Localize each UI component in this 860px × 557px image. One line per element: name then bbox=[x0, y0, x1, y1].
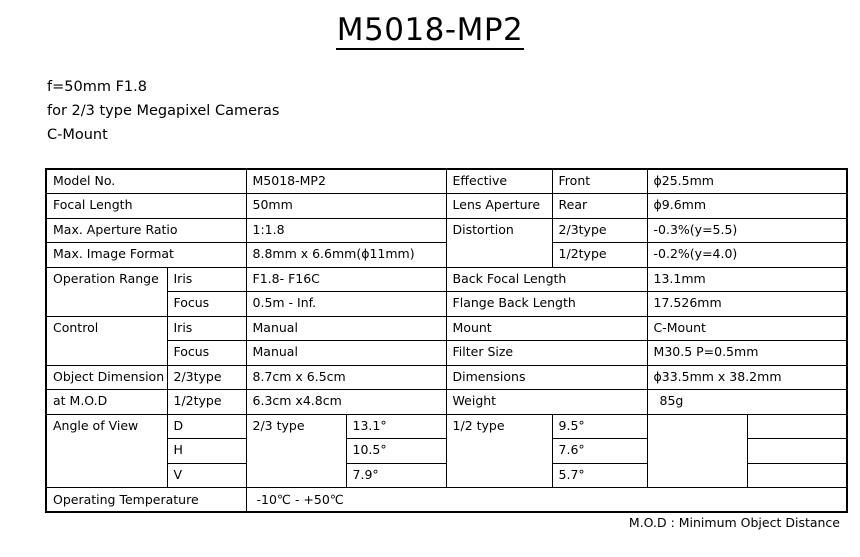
back-focal-value: 13.1mm bbox=[647, 267, 847, 292]
iris-label: Iris bbox=[167, 267, 246, 292]
table-row bbox=[46, 316, 847, 341]
empty-cell bbox=[747, 463, 847, 488]
max-image-label: Max. Image Format bbox=[46, 243, 246, 268]
spec-table bbox=[45, 168, 848, 513]
distortion-23-value: -0.3%(y=5.5) bbox=[647, 218, 847, 243]
empty-cell bbox=[747, 439, 847, 464]
weight-label: Weight bbox=[446, 390, 647, 415]
operating-temperature-label: Operating Temperature bbox=[46, 488, 246, 513]
flange-back-label: Flange Back Length bbox=[446, 292, 647, 317]
dimensions-value: ϕ33.5mm x 38.2mm bbox=[647, 365, 847, 390]
rear-value: ϕ9.6mm bbox=[647, 194, 847, 219]
footnote-mod: M.O.D : Minimum Object Distance bbox=[628, 515, 840, 530]
model-no-value: M5018-MP2 bbox=[246, 169, 446, 194]
control-iris-value: Manual bbox=[246, 316, 446, 341]
table-row bbox=[46, 390, 847, 415]
spec-line-camera-type: for 2/3 type Megapixel Cameras bbox=[47, 103, 280, 119]
focus-label: Focus bbox=[167, 292, 246, 317]
table-row bbox=[46, 414, 847, 439]
aov-23-d: 13.1° bbox=[346, 414, 446, 439]
front-label: Front bbox=[552, 169, 647, 194]
distortion-label: Distortion bbox=[446, 218, 552, 267]
spec-line-mount: C-Mount bbox=[47, 127, 108, 143]
angle-of-view-label: Angle of View bbox=[46, 414, 167, 488]
focus-value: 0.5m - Inf. bbox=[246, 292, 446, 317]
document-title bbox=[0, 12, 860, 50]
table-row bbox=[46, 365, 847, 390]
control-focus-value: Manual bbox=[246, 341, 446, 366]
spec-line-focal: f=50mm F1.8 bbox=[47, 79, 147, 95]
focal-length-label: Focal Length bbox=[46, 194, 246, 219]
object-dimension-label: Object Dimension bbox=[46, 365, 167, 390]
effective-label: Effective bbox=[446, 169, 552, 194]
object-mod-label: at M.O.D bbox=[46, 390, 167, 415]
distortion-12-value: -0.2%(y=4.0) bbox=[647, 243, 847, 268]
object-23-label: 2/3type bbox=[167, 365, 246, 390]
distortion-12-label: 1/2type bbox=[552, 243, 647, 268]
object-12-value: 6.3cm x4.8cm bbox=[246, 390, 446, 415]
control-iris-label: Iris bbox=[167, 316, 246, 341]
table-row bbox=[46, 218, 847, 243]
aov-v-label: V bbox=[167, 463, 246, 488]
aov-23-label: 2/3 type bbox=[246, 414, 346, 488]
table-row bbox=[46, 341, 847, 366]
dimensions-label: Dimensions bbox=[446, 365, 647, 390]
operation-range-label: Operation Range bbox=[46, 267, 167, 316]
table-row bbox=[46, 267, 847, 292]
back-focal-label: Back Focal Length bbox=[446, 267, 647, 292]
filter-size-label: Filter Size bbox=[446, 341, 647, 366]
empty-cell bbox=[747, 414, 847, 439]
aov-12-h: 7.6° bbox=[552, 439, 647, 464]
title-text: M5018-MP2 bbox=[336, 12, 524, 48]
operating-temperature-value: -10℃ - +50℃ bbox=[246, 488, 847, 513]
aov-12-v: 5.7° bbox=[552, 463, 647, 488]
max-aperture-value: 1:1.8 bbox=[246, 218, 446, 243]
iris-value: F1.8- F16C bbox=[246, 267, 446, 292]
rear-label: Rear bbox=[552, 194, 647, 219]
max-image-value: 8.8mm x 6.6mm(ϕ11mm) bbox=[246, 243, 446, 268]
mount-label: Mount bbox=[446, 316, 647, 341]
table-row bbox=[46, 169, 847, 194]
aov-12-d: 9.5° bbox=[552, 414, 647, 439]
control-label: Control bbox=[46, 316, 167, 365]
lens-aperture-label: Lens Aperture bbox=[446, 194, 552, 219]
mount-value: C-Mount bbox=[647, 316, 847, 341]
flange-back-value: 17.526mm bbox=[647, 292, 847, 317]
aov-23-h: 10.5° bbox=[346, 439, 446, 464]
object-23-value: 8.7cm x 6.5cm bbox=[246, 365, 446, 390]
aov-h-label: H bbox=[167, 439, 246, 464]
empty-cell bbox=[647, 414, 747, 488]
object-12-label: 1/2type bbox=[167, 390, 246, 415]
max-aperture-label: Max. Aperture Ratio bbox=[46, 218, 246, 243]
model-no-label: Model No. bbox=[46, 169, 246, 194]
table-row bbox=[46, 194, 847, 219]
focal-length-value: 50mm bbox=[246, 194, 446, 219]
table-row bbox=[46, 292, 847, 317]
aov-12-label: 1/2 type bbox=[446, 414, 552, 488]
aov-d-label: D bbox=[167, 414, 246, 439]
distortion-23-label: 2/3type bbox=[552, 218, 647, 243]
control-focus-label: Focus bbox=[167, 341, 246, 366]
table-row bbox=[46, 488, 847, 513]
weight-value: 85g bbox=[647, 390, 847, 415]
aov-23-v: 7.9° bbox=[346, 463, 446, 488]
front-value: ϕ25.5mm bbox=[647, 169, 847, 194]
filter-size-value: M30.5 P=0.5mm bbox=[647, 341, 847, 366]
